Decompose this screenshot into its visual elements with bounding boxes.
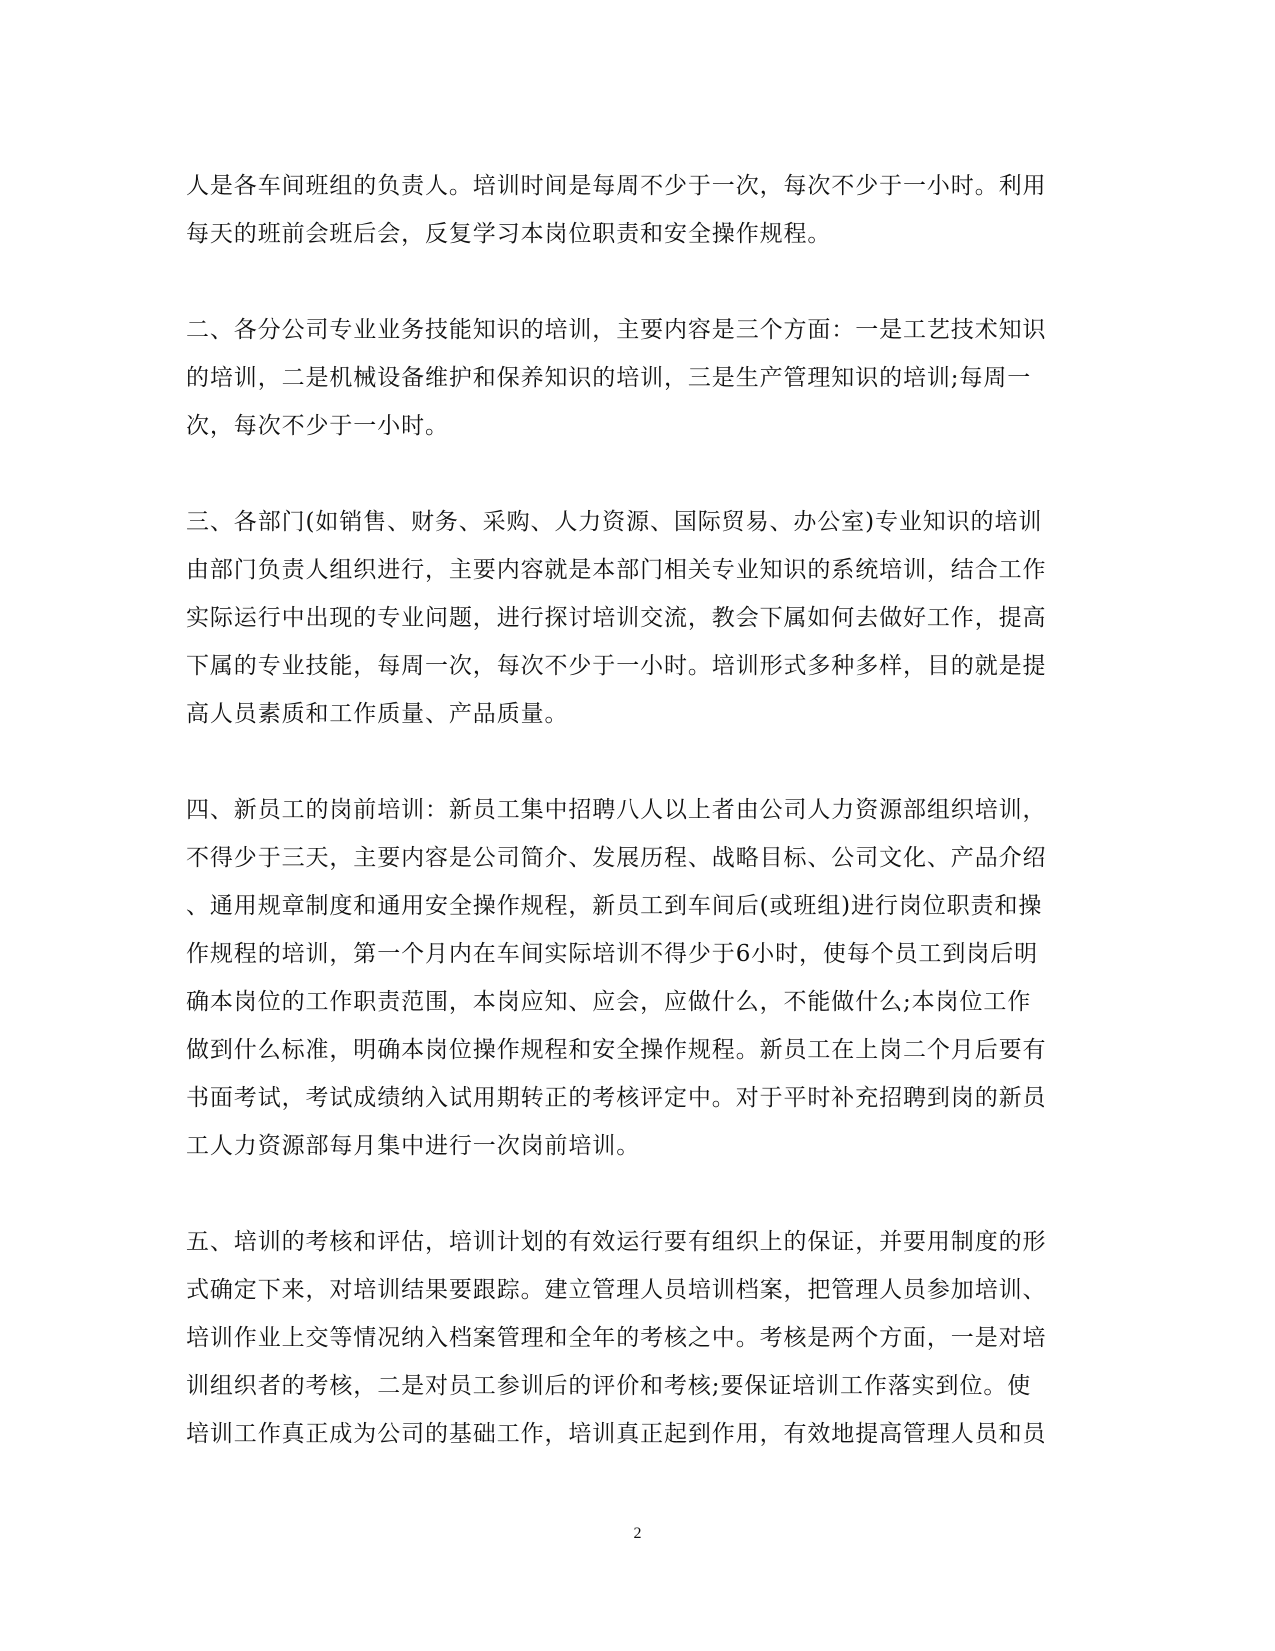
text-line: 培训工作真正成为公司的基础工作，培训真正起到作用，有效地提高管理人员和员	[186, 1421, 1047, 1447]
text-line: 三、各部门(如销售、财务、采购、人力资源、国际贸易、办公室)专业知识的培训	[186, 509, 1043, 535]
text-line: 做到什么标准，明确本岗位操作规程和安全操作规程。新员工在上岗二个月后要有	[186, 1037, 1047, 1063]
text-line: 的培训，二是机械设备维护和保养知识的培训，三是生产管理知识的培训;每周一	[186, 365, 1032, 391]
text-line: 四、新员工的岗前培训：新员工集中招聘八人以上者由公司人力资源部组织培训，	[186, 797, 1047, 823]
text-line: 确本岗位的工作职责范围，本岗应知、应会，应做什么，不能做什么;本岗位工作	[186, 989, 1032, 1015]
text-line: 二、各分公司专业业务技能知识的培训，主要内容是三个方面：一是工艺技术知识	[186, 317, 1047, 343]
paragraph-1	[186, 162, 1086, 258]
paragraph-5	[186, 1218, 1086, 1458]
text-line: 培训作业上交等情况纳入档案管理和全年的考核之中。考核是两个方面，一是对培	[186, 1325, 1047, 1351]
paragraph-gap	[186, 450, 1086, 498]
text-line: 高人员素质和工作质量、产品质量。	[186, 701, 569, 727]
paragraph-gap	[186, 1170, 1086, 1218]
paragraph-3	[186, 498, 1086, 738]
text-line: 由部门负责人组织进行，主要内容就是本部门相关专业知识的系统培训，结合工作	[186, 557, 1047, 583]
text-line: 实际运行中出现的专业问题，进行探讨培训交流，教会下属如何去做好工作，提高	[186, 605, 1047, 631]
text-line: 工人力资源部每月集中进行一次岗前培训。	[186, 1133, 641, 1159]
paragraph-2	[186, 306, 1086, 450]
paragraph-4	[186, 786, 1086, 1170]
text-line: 作规程的培训，第一个月内在车间实际培训不得少于6小时，使每个员工到岗后明	[186, 941, 1039, 967]
paragraph-gap	[186, 258, 1086, 306]
paragraph-gap	[186, 738, 1086, 786]
text-line: 人是各车间班组的负责人。培训时间是每周不少于一次，每次不少于一小时。利用	[186, 173, 1047, 199]
text-line: 、通用规章制度和通用安全操作规程，新员工到车间后(或班组)进行岗位职责和操	[186, 893, 1043, 919]
page-number: 2	[633, 1525, 642, 1542]
text-line: 不得少于三天，主要内容是公司简介、发展历程、战略目标、公司文化、产品介绍	[186, 845, 1047, 871]
body-text	[186, 162, 1086, 1458]
text-line: 训组织者的考核，二是对员工参训后的评价和考核;要保证培训工作落实到位。使	[186, 1373, 1032, 1399]
text-line: 书面考试，考试成绩纳入试用期转正的考核评定中。对于平时补充招聘到岗的新员	[186, 1085, 1047, 1111]
text-line: 次，每次不少于一小时。	[186, 413, 449, 439]
text-line: 五、培训的考核和评估，培训计划的有效运行要有组织上的保证，并要用制度的形	[186, 1229, 1047, 1255]
text-line: 下属的专业技能，每周一次，每次不少于一小时。培训形式多种多样，目的就是提	[186, 653, 1047, 679]
text-line: 式确定下来，对培训结果要跟踪。建立管理人员培训档案，把管理人员参加培训、	[186, 1277, 1047, 1303]
text-line: 每天的班前会班后会，反复学习本岗位职责和安全操作规程。	[186, 221, 832, 247]
